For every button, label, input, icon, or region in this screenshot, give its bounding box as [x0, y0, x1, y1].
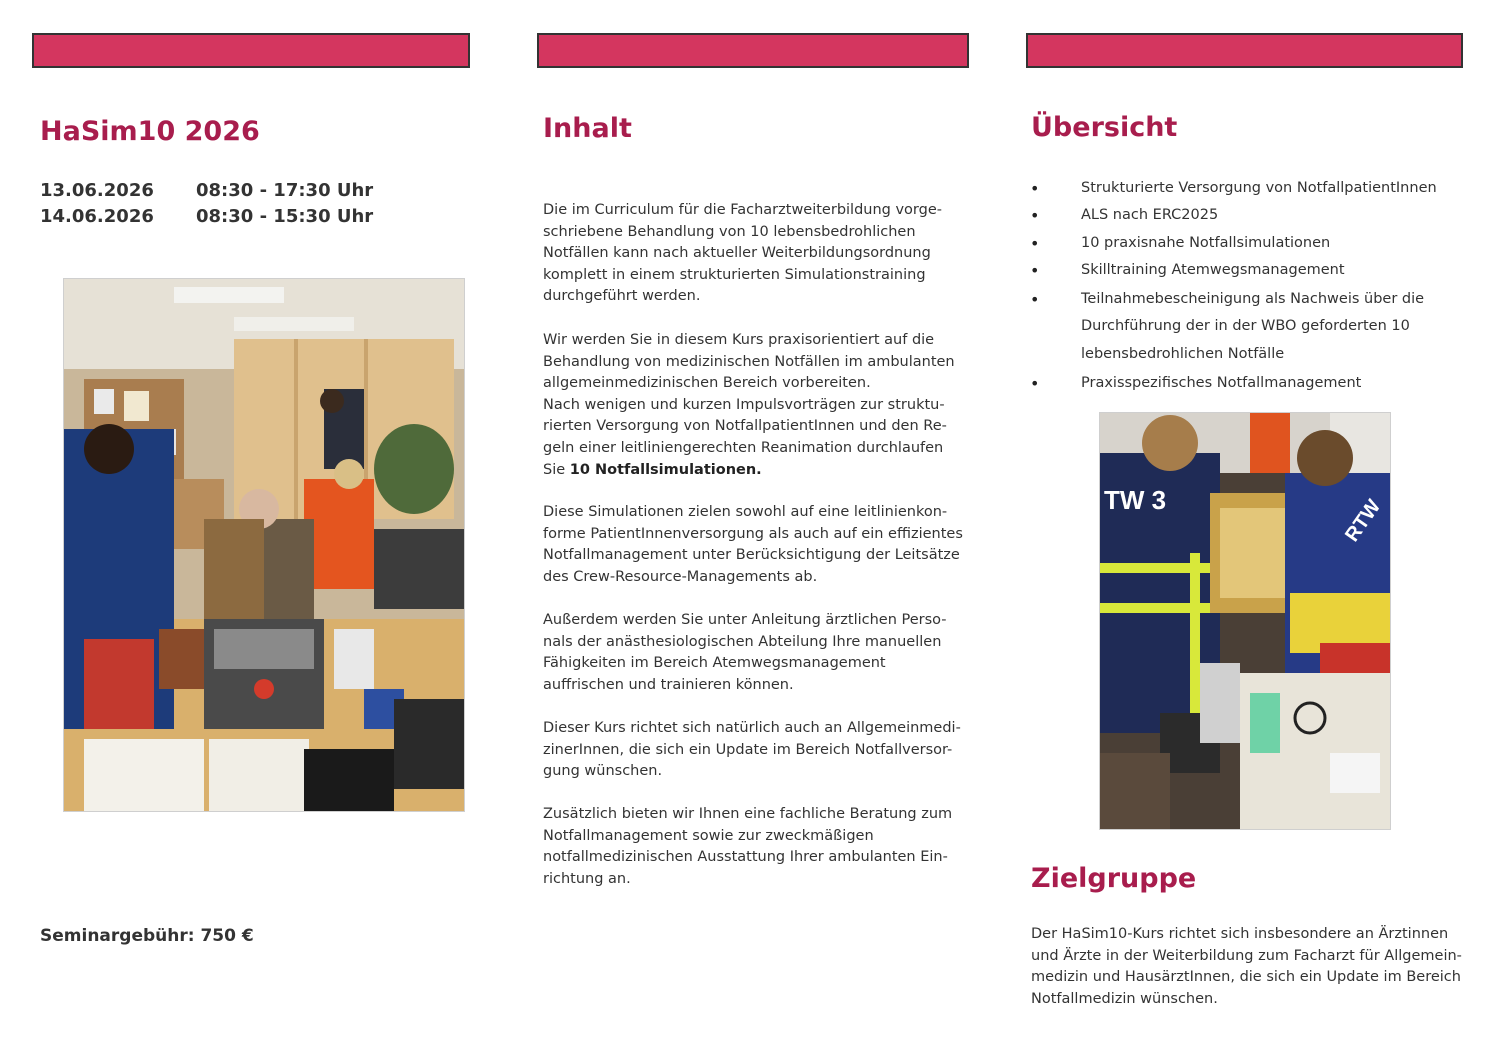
target-group-text: Der HaSim10-Kurs richtet sich insbesondere an Ärztinnen und Ärzte in der Weiterbildung zum Facharzt für Allgemein- medizin und HausärztInnen, die sich ein Update im Bereich Notfallmedizin wünschen.: [1031, 926, 1462, 1007]
list-item: • ALS nach ERC2025: [1030, 202, 1480, 229]
overview-list: [1030, 175, 1480, 397]
date-row-1: [40, 180, 373, 201]
content-heading: Inhalt: [543, 113, 632, 144]
content-paragraph-3: Diese Simulationen zielen sowohl auf eine leitlinienkon- forme PatientInnenversorgung als auch auf ein effizientes Notfallmanagement unter Berücksichtigung der Leitsätze des Crew-Resource-Managements ab.: [543, 504, 963, 585]
content-paragraph-2-text: Wir werden Sie in diesem Kurs praxisorientiert auf die Behandlung von medizinischen Notfällen im ambulanten allgemeinmedizinischen Bereich vorbereiten. Nach wenigen und kurzen Impulsvorträgen zur struktu- rierten Versorgung von NotfallpatientInnen und den Re- geln einer leitliniengerechten Reanimation durchlaufen Sie: [543, 332, 955, 478]
content-paragraph-5: Dieser Kurs richtet sich natürlich auch an Allgemeinmedi- zinerInnen, die sich ein Update im Bereich Notfallversor- gung wünschen.: [543, 720, 961, 780]
training-photo-right: [1099, 412, 1391, 830]
header-bar-right: [1026, 33, 1463, 68]
content-paragraph-2-bold: 10 Notfallsimulationen.: [569, 461, 762, 478]
content-paragraph-4: Außerdem werden Sie unter Anleitung ärztlichen Perso- nals der anästhesiologischen Abteilung Ihre manuellen Fähigkeiten im Bereich Atemwegsmanagement auffrischen und trainieren können.: [543, 612, 947, 693]
overview-heading: Übersicht: [1031, 112, 1178, 143]
content-paragraph-1: Die im Curriculum für die Facharztweiterbildung vorge- schriebene Behandlung von 10 lebensbedrohlichen Notfällen kann nach aktueller Weiterbildungsordnung komplett in einem strukturierten Simulationstraining durchgeführt werden.: [543, 202, 942, 305]
vest-label-rtw: RTW: [1341, 495, 1386, 546]
header-bar-left: [32, 33, 470, 68]
list-item: • Teilnahmebescheinigung als Nachweis über die Durchführung der in der WBO geforderten 10 lebensbedrohlichen Notfälle: [1030, 286, 1480, 368]
time: 08:30 - 17:30 Uhr: [196, 180, 374, 201]
course-title: HaSim10 2026: [40, 116, 260, 147]
time: 08:30 - 15:30 Uhr: [196, 206, 374, 227]
list-item: • Praxisspezifisches Notfallmanagement: [1030, 370, 1480, 397]
vest-label-tw3: TW 3: [1104, 485, 1167, 515]
date-row-2: [40, 206, 373, 227]
training-photo-left: [63, 278, 465, 812]
content-paragraph-6: Zusätzlich bieten wir Ihnen eine fachliche Beratung zum Notfallmanagement sowie zur zweckmäßigen notfallmedizinischen Ausstattung Ihrer ambulanten Ein- richtung an.: [543, 806, 953, 887]
target-group-heading: Zielgruppe: [1031, 863, 1197, 894]
date: 14.06.2026: [40, 206, 154, 227]
content-paragraph-2: [543, 330, 983, 481]
list-item: • Strukturierte Versorgung von NotfallpatientInnen: [1030, 175, 1480, 202]
list-item: • Skilltraining Atemwegsmanagement: [1030, 257, 1480, 284]
seminar-fee: Seminargebühr: 750 €: [40, 926, 254, 946]
header-bar-middle: [537, 33, 969, 68]
list-item: • 10 praxisnahe Notfallsimulationen: [1030, 230, 1480, 257]
date: 13.06.2026: [40, 180, 154, 201]
